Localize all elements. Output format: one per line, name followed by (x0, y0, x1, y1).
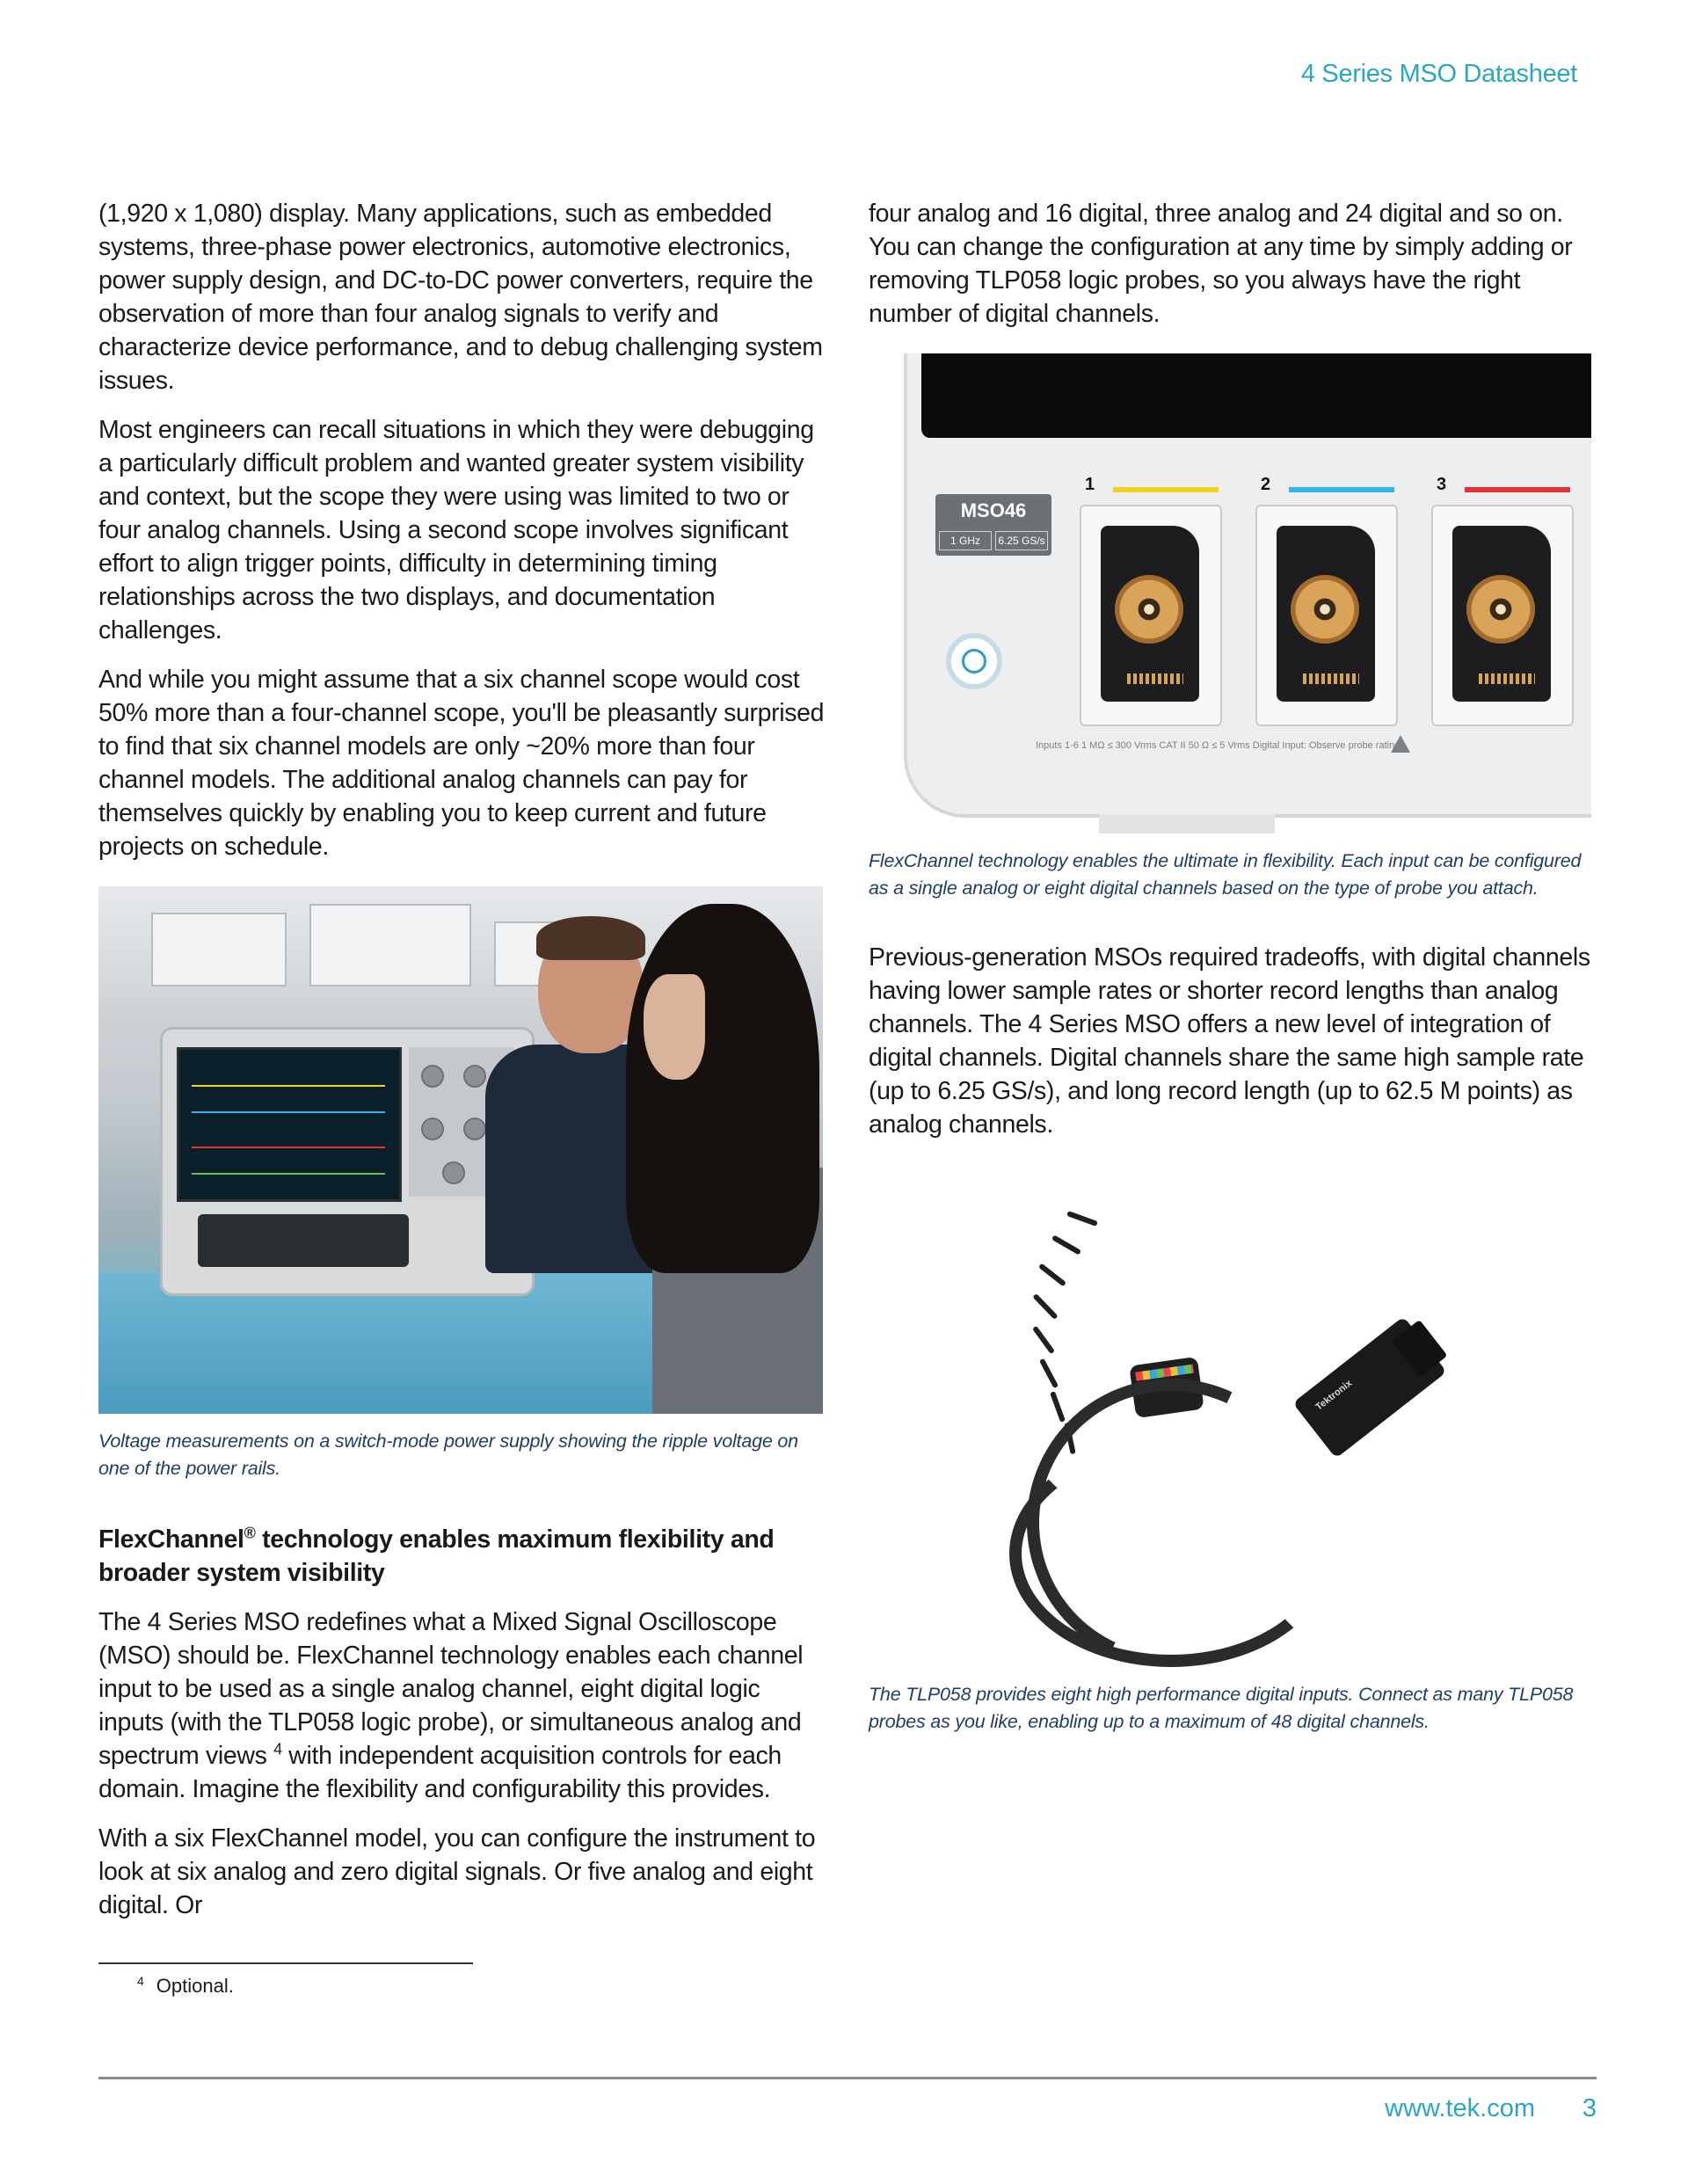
warning-icon (1391, 735, 1410, 753)
probe-plug (1392, 1320, 1448, 1378)
knob (421, 1117, 444, 1140)
section-heading-flexchannel (98, 1523, 826, 1590)
waveform-trace (192, 1173, 385, 1175)
flex-text-before: The 4 Series MSO redefines what a Mixed Signal Oscilloscope (MSO) should be. FlexChannel technology enables each channel input to be used as a single analog channel, eight digital logic inputs (with the TLP058 logic probe), or simultaneous analog and spectrum views (98, 1608, 804, 1770)
channel-input-2 (1255, 475, 1398, 726)
channel-input-1 (1080, 475, 1222, 726)
tekvpi-connector (1277, 526, 1375, 702)
lab-photo-caption: Voltage measurements on a switch-mode power supply showing the ripple voltage on one of the power rails. (98, 1431, 798, 1479)
heading-rest: technology enables maximum flexibility and broader system visibility (98, 1525, 775, 1587)
connector-pins (1127, 673, 1183, 684)
oscilloscope-in-photo (160, 1027, 535, 1296)
paragraph-previous-generation: Previous-generation MSOs required tradeoffs, with digital channels having lower sample rates or shorter record lengths than analog channels. The 4 Series MSO offers a new level of integration of digital channels. Digital channels share the same high sample rate (up to 6.25 GS/s), and long record length (up to 62.5 M points) as analog channels. (869, 943, 1590, 1139)
paragraph-engineers: Most engineers can recall situations in which they were debugging a particularly difficult problem and wanted greater system visibility and context, but the scope they were using was limited to two or four analog channels. Using a second scope involves significant effort to align trigger points, difficulty in determining timing relationships across the two displays, and documentation challenges. (98, 416, 814, 644)
probe-lead (1050, 1391, 1066, 1423)
connector-pins (1479, 673, 1535, 684)
channel-input-3 (1431, 475, 1574, 726)
waveform-trace (192, 1085, 385, 1087)
probe-lead (1039, 1358, 1059, 1389)
channel-number: 2 (1261, 475, 1271, 494)
footer-website-link[interactable]: www.tek.com (1385, 2094, 1535, 2122)
heading-flexchannel-word: FlexChannel (98, 1525, 244, 1554)
oscilloscope-screen (177, 1047, 402, 1202)
model-specs (939, 531, 1048, 550)
probe-lead (1038, 1263, 1066, 1287)
paragraph-six-flexchannel: With a six FlexChannel model, you can configure the instrument to look at six analog and zero digital signals. Or five analog and eight digital. Or (98, 1824, 816, 1919)
page-number: 3 (1582, 2094, 1597, 2122)
tlp058-probe-photo (869, 1176, 1591, 1669)
sample-rate-spec: 6.25 GS/s (995, 531, 1048, 550)
front-panel-photo (869, 353, 1591, 834)
probe-lead (1032, 1326, 1055, 1355)
input-rating-label: Inputs 1-6 1 MΩ ≤ 300 Vrms CAT II 50 Ω ≤ 5 Vrms Digital Input: Observe probe ratings (1036, 740, 1405, 751)
bandwidth-spec: 1 GHz (939, 531, 992, 550)
probe-head (1292, 1316, 1446, 1459)
probe-ribbon-cable (1009, 1440, 1333, 1667)
knob (442, 1161, 465, 1184)
lab-photo (98, 886, 823, 1414)
tekvpi-connector (1101, 526, 1199, 702)
knob (421, 1065, 444, 1088)
probe-lead (1066, 1211, 1098, 1227)
channel-color-stripe (1465, 487, 1570, 492)
bnc-connector-icon (1466, 575, 1535, 644)
connector-pins (1303, 673, 1359, 684)
footnote-number: 4 (137, 1973, 144, 1988)
shelf-equipment (151, 913, 287, 986)
paragraph-flexchannel (98, 1605, 826, 1806)
instrument-screen (921, 353, 1591, 438)
woman-face (644, 974, 705, 1080)
footnote-text: Optional. (156, 1975, 234, 1997)
bnc-connector-icon (1291, 575, 1359, 644)
flex-text-after: with independent acquisition controls for each domain. Imagine the flexibility and configurability this provides. (98, 1742, 782, 1803)
engineer-woman (626, 904, 823, 1414)
probe-lead (1032, 1293, 1058, 1320)
model-badge (935, 494, 1051, 556)
channel-color-stripe (1113, 487, 1219, 492)
right-column (869, 197, 1598, 1736)
oscilloscope-inputs (198, 1214, 409, 1267)
model-name: MSO46 (960, 499, 1027, 521)
channel-color-stripe (1289, 487, 1394, 492)
power-icon (962, 649, 986, 673)
front-panel-caption: FlexChannel technology enables the ultimate in flexibility. Each input can be configured as a single analog or eight digital channels based on the type of probe you attach. (869, 850, 1582, 899)
channel-number: 1 (1085, 475, 1095, 494)
paragraph-configuration: four analog and 16 digital, three analog and 24 digital and so on. You can change the configuration at any time by simply adding or removing TLP058 logic probes, so you always have the right number of digital channels. (869, 200, 1573, 328)
paragraph-six-channel-cost: And while you might assume that a six channel scope would cost 50% more than a four-channel scope, you'll be pleasantly surprised to find that six channel models are only ~20% more than four channel models. The additional analog channels can pay for themselves quickly by enabling you to keep current and future projects on schedule. (98, 666, 825, 861)
probe-caption: The TLP058 provides eight high performance digital inputs. Connect as many TLP058 probes as you like, enabling up to a maximum of 48 digital channels. (869, 1684, 1574, 1732)
channel-number: 3 (1437, 475, 1447, 494)
power-button (946, 633, 1002, 689)
woman-hair (626, 904, 819, 1273)
paragraph-display: (1,920 x 1,080) display. Many applications, such as embedded systems, three-phase power electronics, automotive electronics, power supply design, and DC-to-DC power converters, require the observation of more than four analog signals to verify and characterize device performance, and to debug challenging system issues. (98, 200, 823, 395)
shelf-equipment (309, 904, 471, 986)
instrument-foot (1099, 814, 1275, 834)
probe-lead (1051, 1234, 1081, 1255)
footnote-reference: 4 (273, 1740, 282, 1758)
footnote (137, 1975, 234, 1998)
knob (463, 1117, 486, 1140)
footer-divider (98, 2077, 1597, 2079)
waveform-trace (192, 1111, 385, 1113)
tekvpi-connector (1452, 526, 1551, 702)
left-column (98, 197, 826, 1938)
footnote-divider (98, 1962, 473, 1964)
knob (463, 1065, 486, 1088)
registered-mark: ® (244, 1524, 256, 1542)
header-title: 4 Series MSO Datasheet (1300, 60, 1577, 88)
probe-brand-label: Tektronix (1313, 1378, 1355, 1413)
waveform-trace (192, 1147, 385, 1148)
bnc-connector-icon (1115, 575, 1183, 644)
